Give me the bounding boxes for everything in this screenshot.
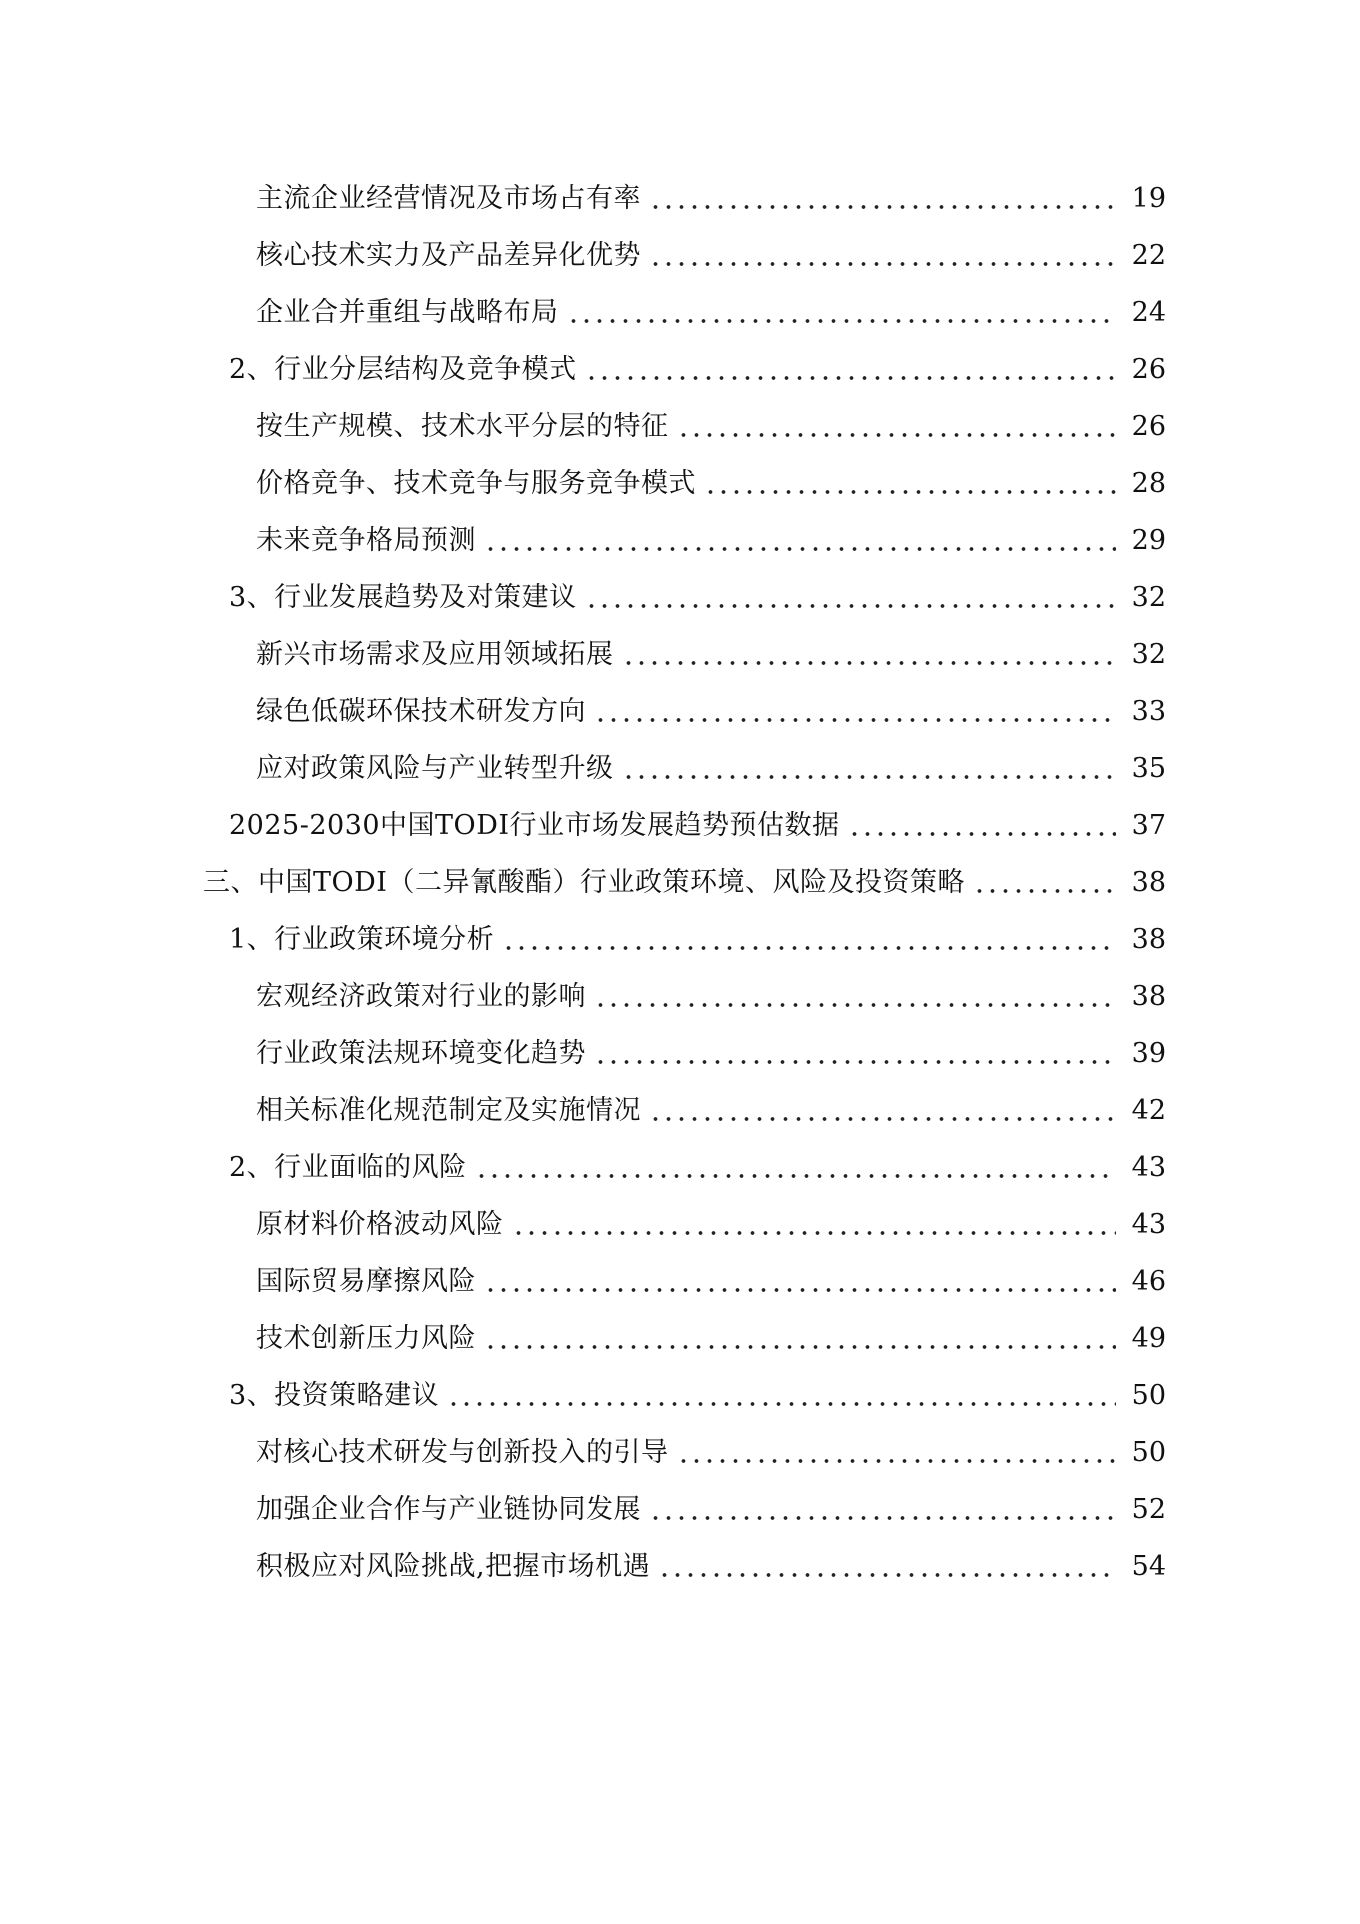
toc-entry-title: 主流企业经营情况及市场占有率 (256, 182, 641, 214)
toc-entry-title: 原材料价格波动风险 (256, 1208, 504, 1240)
toc-entry[interactable] (0, 683, 1360, 740)
toc-entry-page: 39 (1131, 1037, 1166, 1069)
toc-entry-page: 54 (1131, 1550, 1166, 1582)
toc-entry-page: 52 (1131, 1493, 1166, 1525)
toc-entry-page: 49 (1131, 1322, 1166, 1354)
toc-entry[interactable] (0, 797, 1360, 854)
toc-entry-title: 3、投资策略建议 (229, 1379, 440, 1411)
toc-entry-page: 26 (1131, 353, 1166, 385)
toc-entry[interactable] (0, 1196, 1360, 1253)
toc-entry-page: 43 (1131, 1208, 1166, 1240)
toc-dot-leader (658, 1573, 1116, 1577)
toc-dot-leader (848, 832, 1116, 836)
toc-entry-title: 三、中国TODI（二异氰酸酯）行业政策环境、风险及投资策略 (203, 866, 965, 898)
toc-dot-leader (973, 889, 1116, 893)
toc-entry[interactable] (0, 398, 1360, 455)
toc-entry-title: 行业政策法规环境变化趋势 (256, 1037, 586, 1069)
table-of-contents (0, 170, 1360, 1595)
toc-entry[interactable] (0, 512, 1360, 569)
toc-entry-page: 33 (1131, 695, 1166, 727)
toc-dot-leader (622, 775, 1117, 779)
toc-entry-title: 按生产规模、技术水平分层的特征 (256, 410, 669, 442)
toc-entry-page: 38 (1131, 866, 1166, 898)
toc-entry-page: 38 (1131, 923, 1166, 955)
toc-entry-title: 加强企业合作与产业链协同发展 (256, 1493, 641, 1525)
toc-dot-leader (622, 661, 1117, 665)
toc-entry-title: 新兴市场需求及应用领域拓展 (256, 638, 614, 670)
toc-entry-title: 核心技术实力及产品差异化优势 (256, 239, 641, 271)
toc-dot-leader (512, 1231, 1117, 1235)
toc-entry-title: 3、行业发展趋势及对策建议 (229, 581, 577, 613)
toc-entry-title: 未来竞争格局预测 (256, 524, 476, 556)
toc-entry[interactable] (0, 1253, 1360, 1310)
toc-entry-page: 19 (1131, 182, 1166, 214)
toc-dot-leader (484, 1345, 1116, 1349)
toc-entry-title: 2、行业面临的风险 (229, 1151, 467, 1183)
toc-entry-page: 22 (1131, 239, 1166, 271)
toc-dot-leader (704, 490, 1116, 494)
toc-entry-page: 43 (1131, 1151, 1166, 1183)
toc-entry[interactable] (0, 968, 1360, 1025)
toc-dot-leader (677, 1459, 1117, 1463)
toc-dot-leader (594, 718, 1116, 722)
toc-dot-leader (502, 946, 1116, 950)
toc-dot-leader (649, 1117, 1116, 1121)
toc-dot-leader (484, 547, 1116, 551)
toc-entry-page: 38 (1131, 980, 1166, 1012)
toc-entry-page: 29 (1131, 524, 1166, 556)
toc-entry[interactable] (0, 227, 1360, 284)
toc-entry-title: 绿色低碳环保技术研发方向 (256, 695, 586, 727)
toc-entry-page: 46 (1131, 1265, 1166, 1297)
toc-entry-page: 26 (1131, 410, 1166, 442)
toc-entry[interactable] (0, 1139, 1360, 1196)
toc-entry-title: 宏观经济政策对行业的影响 (256, 980, 586, 1012)
toc-entry-page: 42 (1131, 1094, 1166, 1126)
toc-entry-title: 价格竞争、技术竞争与服务竞争模式 (256, 467, 696, 499)
toc-entry[interactable] (0, 911, 1360, 968)
toc-entry-page: 28 (1131, 467, 1166, 499)
toc-entry[interactable] (0, 1025, 1360, 1082)
toc-dot-leader (649, 1516, 1116, 1520)
toc-entry-page: 37 (1131, 809, 1166, 841)
toc-entry-title: 企业合并重组与战略布局 (256, 296, 559, 328)
toc-entry[interactable] (0, 569, 1360, 626)
toc-entry[interactable] (0, 1481, 1360, 1538)
toc-entry-title: 1、行业政策环境分析 (229, 923, 495, 955)
toc-entry[interactable] (0, 1310, 1360, 1367)
toc-entry-title: 应对政策风险与产业转型升级 (256, 752, 614, 784)
toc-dot-leader (447, 1402, 1116, 1406)
toc-entry[interactable] (0, 1424, 1360, 1481)
toc-entry-page: 35 (1131, 752, 1166, 784)
toc-entry[interactable] (0, 854, 1360, 911)
toc-entry-title: 国际贸易摩擦风险 (256, 1265, 476, 1297)
toc-entry[interactable] (0, 740, 1360, 797)
toc-dot-leader (585, 376, 1116, 380)
toc-dot-leader (475, 1174, 1116, 1178)
toc-entry-page: 32 (1131, 638, 1166, 670)
toc-entry-title: 技术创新压力风险 (256, 1322, 476, 1354)
toc-dot-leader (649, 262, 1116, 266)
toc-entry[interactable] (0, 170, 1360, 227)
toc-dot-leader (585, 604, 1116, 608)
toc-dot-leader (677, 433, 1117, 437)
toc-entry-page: 32 (1131, 581, 1166, 613)
toc-entry[interactable] (0, 455, 1360, 512)
toc-entry-page: 24 (1131, 296, 1166, 328)
toc-entry[interactable] (0, 1367, 1360, 1424)
toc-entry-title: 对核心技术研发与创新投入的引导 (256, 1436, 669, 1468)
toc-entry-page: 50 (1131, 1436, 1166, 1468)
toc-entry[interactable] (0, 341, 1360, 398)
toc-entry[interactable] (0, 626, 1360, 683)
toc-entry-title: 积极应对风险挑战,把握市场机遇 (256, 1550, 651, 1582)
toc-dot-leader (567, 319, 1117, 323)
toc-entry-title: 2025-2030中国TODI行业市场发展趋势预估数据 (229, 809, 840, 841)
toc-entry-page: 50 (1131, 1379, 1166, 1411)
toc-dot-leader (484, 1288, 1116, 1292)
toc-entry[interactable] (0, 1538, 1360, 1595)
toc-entry-title: 2、行业分层结构及竞争模式 (229, 353, 577, 385)
toc-dot-leader (649, 205, 1116, 209)
toc-entry[interactable] (0, 1082, 1360, 1139)
toc-dot-leader (594, 1060, 1116, 1064)
toc-dot-leader (594, 1003, 1116, 1007)
toc-entry-title: 相关标准化规范制定及实施情况 (256, 1094, 641, 1126)
toc-entry[interactable] (0, 284, 1360, 341)
